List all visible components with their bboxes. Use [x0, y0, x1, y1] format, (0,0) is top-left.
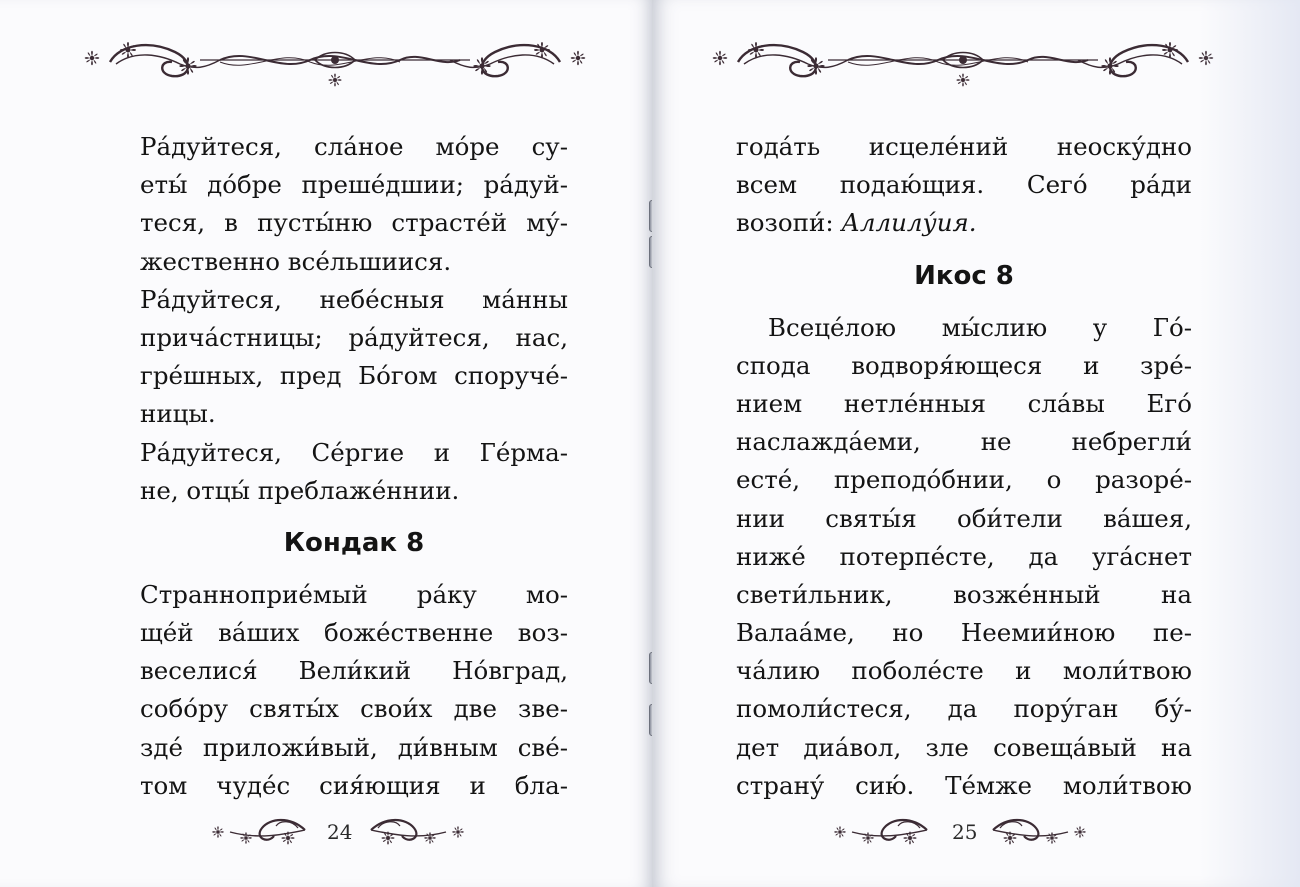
text-line: том чуде́с сия́ющия и бла- — [140, 770, 568, 800]
section-heading: Икос 8 — [914, 260, 1014, 291]
text-line: Ра́дуйтеся, сла́ное мо́ре су- — [140, 132, 568, 161]
text-line: дет диа́вол, зле совеща́вый на — [736, 732, 1192, 762]
text-line: Ра́дуйтеся, небе́сныя ма́нны — [140, 284, 568, 314]
footer-ornament-left-icon — [832, 814, 932, 850]
text-line: всем подаю́щия. Сего́ ра́ди — [736, 170, 1192, 200]
text-line: прича́стницы; ра́дуйтеся, нас, — [140, 322, 568, 352]
text-line: Валаа́ме, но Неемии́ною пе- — [736, 618, 1192, 648]
text-line: зде́ приложи́вый, ди́вным све́- — [140, 732, 568, 762]
text-line: есте́, преподо́бнии, о разоре́- — [736, 465, 1192, 495]
text-line: наслажда́еми, не небрегли́ — [736, 427, 1192, 457]
floral-headpiece-icon — [708, 40, 1218, 90]
text-line: веселися́ Вели́кий Но́вград, — [140, 656, 568, 686]
footer-ornament-right-icon — [988, 814, 1088, 850]
text-line: Всеце́лою мы́слию у Го́- — [768, 312, 1192, 342]
text-line: спода водворя́ющеся и зре́- — [736, 350, 1192, 380]
text-line: гре́шных, пред Бо́гом споруче́- — [140, 361, 568, 391]
text-line: ча́лию поболе́сте и моли́твою — [736, 656, 1192, 686]
text-line: нием нетле́нныя сла́вы Его́ — [736, 388, 1192, 418]
floral-headpiece-icon — [80, 40, 590, 90]
alleluia-text: Аллилу́ия. — [841, 208, 977, 238]
left-text-block — [140, 128, 568, 805]
text-line: еты́ до́бре преше́дшии; ра́дуй- — [140, 170, 568, 200]
right-text-block — [736, 128, 1192, 805]
text-line: Ра́дуйтеся, Се́ргие и Ге́рма- — [140, 437, 568, 467]
footer-ornament-left-icon — [210, 814, 310, 850]
text-line: свети́льник, возже́нный на — [736, 579, 1192, 609]
text-line: года́ть исцеле́ний неоску́дно — [736, 132, 1192, 161]
text-line — [736, 204, 1192, 242]
text-line: ниже́ потерпе́сте, да уга́снет — [736, 541, 1192, 571]
text-line: страну́ сию́. Те́мже моли́твою — [736, 770, 1192, 800]
page-number: 24 — [327, 820, 353, 844]
text-line: не, отцы́ преблаже́ннии. — [140, 475, 460, 505]
text-line: нии святы́я оби́тели ва́шея, — [736, 503, 1192, 533]
right-page — [652, 0, 1300, 887]
text-line: Странноприе́мый ра́ку мо- — [140, 579, 568, 609]
text-line: жественно все́льшиися. — [140, 246, 452, 276]
section-heading: Кондак 8 — [283, 527, 425, 558]
text-line: ще́й ва́ших боже́ственне воз- — [140, 618, 568, 648]
text-line: ницы. — [140, 399, 216, 429]
text-line: собо́ру святы́х свои́х две зве- — [140, 694, 568, 724]
page-number: 25 — [952, 820, 978, 844]
text-line: теся, в пусты́ню страсте́й му́- — [140, 208, 568, 238]
footer-ornament-right-icon — [366, 814, 466, 850]
text-line-prefix: возопи́: — [736, 208, 842, 238]
text-line: помоли́стеся, да пору́ган бу́- — [736, 694, 1192, 724]
